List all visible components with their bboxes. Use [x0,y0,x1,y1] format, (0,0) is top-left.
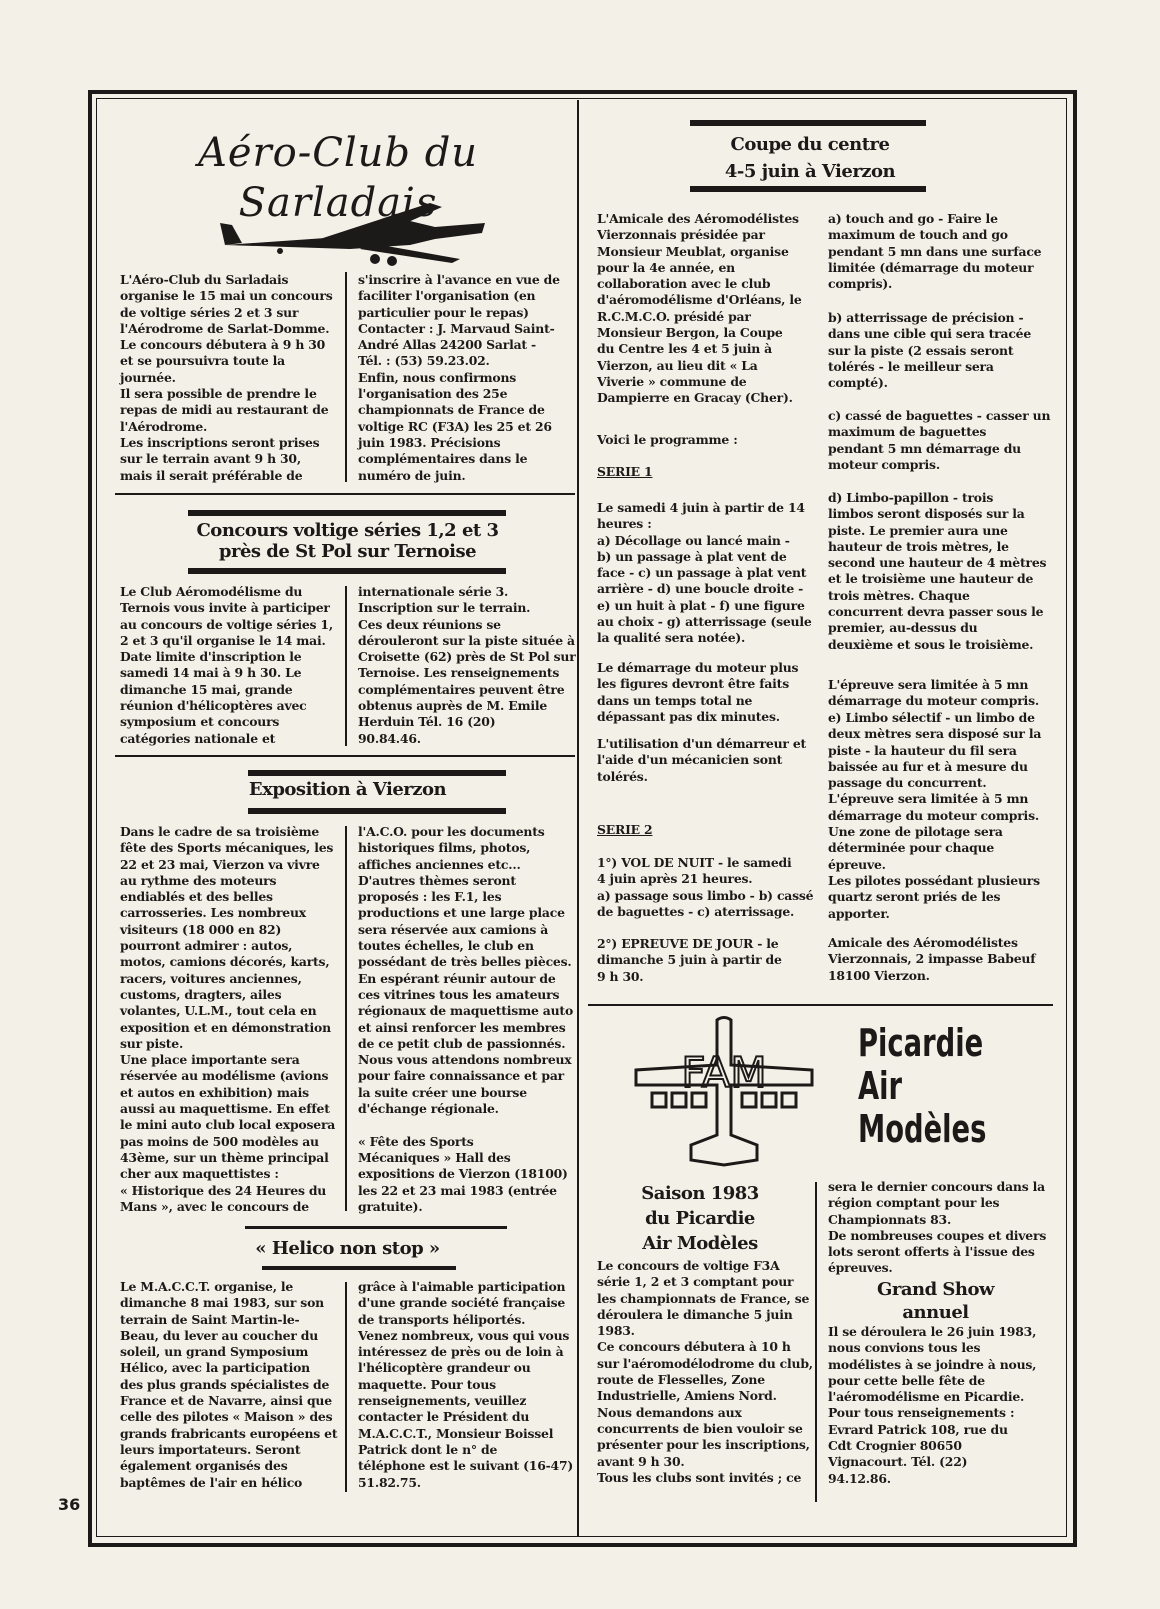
exposition-title: Exposition à Vierzon [248,779,447,800]
header-bar [690,186,926,192]
sarladais-col2: s'inscrire à l'avance en vue de faciliter l'organisation (en particulier pour le repas) Contacter : J. Marvaud Saint- André Allas 24200 Sarlat - Tél. : (53) 59.23.02. Enfin, nous confirmons l'organisation des 25e championnats de France de voltige RC (F3A) les 25 et 26 juin 1983. Précisions complémentaires dans le numéro de juin. [358,272,560,483]
header-bar [245,1226,507,1229]
helico-col2: grâce à l'aimable participation d'une grande société française de transports héliportés. Venez nombreux, vous qui vous intéressez de près ou de loin à l'hélicoptère grandeur ou maquette. Pour tous renseignements, veuillez contacter le Président du M.A.C.C.T., Monsieur Boissel Patrick dont le n° de téléphone est le suivant (16-47) 51.82.75. [358,1279,574,1490]
event-baguettes: c) cassé de baguettes - casser un maximum de baguettes pendant 5 mn démarrage du moteur compris. [828,408,1051,472]
serie1-text: Le samedi 4 juin à partir de 14 heures : a) Décollage ou lancé main - b) un passage à plat vent de face - c) un passage à plat vent arrière - d) une boucle droite - e) un huit à plat - f) une figure au choix - g) atterrissage (seule la qualité sera notée). [597,500,812,646]
coupe-address: Amicale des Aéromodélistes Vierzonnais, 2 impasse Babeuf 18100 Vierzon. [828,935,1036,983]
serie1-timing: Le démarrage du moteur plus les figures devront être faits dans un temps total ne dépassant pas dix minutes. [597,660,799,724]
page-number: 36 [58,1495,81,1514]
event-time-limit: L'épreuve sera limitée à 5 mn démarrage du moteur compris. [828,677,1039,709]
event-touch-and-go: a) touch and go - Faire le maximum de touch and go pendant 5 mn dans une surface limitée (démarrage du moteur compris). [828,211,1042,292]
fam-logo [632,1015,817,1180]
serie1-starter: L'utilisation d'un démarreur et l'aide d'un mécanicien sont tolérés. [597,736,807,784]
subcolumn-divider [345,586,347,746]
event-landing: b) atterrissage de précision - dans une cible qui sera tracée sur la piste (2 essais seront tolérés - le meilleur sera compté). [828,310,1032,391]
section-rule [588,1004,1053,1006]
exposition-col2: l'A.C.O. pour les documents historiques films, photos, affiches anciennes etc... D'autres thèmes seront proposés : les F.1, les productions et une large place sera réservée aux camions à toutes échelles, le club en possédant de très belles pièces. En espérant réunir autour de ces vitrines tous les amateurs régionaux de maquettisme auto et ainsi renforcer les membres de ce petit club de passionnés. Nous vous attendons nombreux pour faire connaissance et par la suite créer une bourse d'échange régionale. « Fête des Sports Mécaniques » Hall des expositions de Vierzon (18100) les 22 et 23 mai 1983 (entrée gratuite). [358,824,574,1214]
header-bar [248,808,506,814]
subcolumn-divider [345,1282,347,1492]
saison-title: Saison 1983 du Picardie Air Modèles [641,1183,759,1254]
ternoise-col1: Le Club Aéromodélisme du Ternois vous invite à participer au concours de voltige séries 1, 2 et 3 qu'il organise le 14 mai. Date limite d'inscription le samedi 14 mai à 9 h 30. Le dimanche 15 mai, grande réunion d'hélicoptères avec symposium et concours catégories nationale et [120,584,333,746]
grand-show-text: Il se déroulera le 26 juin 1983, nous convions tous les modélistes à se joindre à nous, pour cette belle fête de l'aéromodélisme en Picardie. Pour tous renseignements : Evrard Patrick 108, rue du Cdt Crognier 80650 Vignacourt. Tél. (22) 94.12.86. [828,1324,1037,1486]
fam-logo-text: FAM [681,1048,767,1097]
exposition-col1: Dans le cadre de sa troisième fête des Sports mécaniques, les 22 et 23 mai, Vierzon va vivre au rythme des moteurs endiablés et des belles carrosseries. Les nombreux visiteurs (18 000 en 82) pourront admirer : autos, motos, camions décorés, karts, racers, voitures anciennes, customs, dragters, ailes volantes, U.L.M., tout cela en exposition et en démonstration sur piste. Une place importante sera réservée au modélisme (avions et autos en exhibition) mais aussi au maquettisme. En effet le mini auto club local exposera pas moins de 500 modèles au 43ème, sur un thème principal cher aux maquettistes : « Historique des 24 Heures du Mans », avec le concours de [120,824,336,1214]
sarladais-col1: L'Aéro-Club du Sarladais organise le 15 mai un concours de voltige séries 2 et 3 sur l'Aérodrome de Sarlat-Domme. Le concours débutera à 9 h 30 et se poursuivra toute la journée. Il sera possible de prendre le repas de midi au restaurant de l'Aérodrome. Les inscriptions seront prises sur le terrain avant 9 h 30, mais il serait préférable de [120,272,333,483]
ternoise-col2: internationale série 3. Inscription sur le terrain. Ces deux réunions se dérouleront sur la piste située à Croisette (62) près de St Pol sur Ternoise. Les renseignements complémentaires peuvent être obtenus auprès de M. Emile Herduin Tél. 16 (20) 90.84.46. [358,584,576,746]
section-rule [115,493,575,495]
coupe-title: Coupe du centre 4-5 juin à Vierzon [724,134,896,182]
picardie-text: Le concours de voltige F3A série 1, 2 et 3 comptant pour les championnats de France, se déroulera le dimanche 5 juin 1983. Ce concours débutera à 10 h sur l'aéromodélodrome du club, route de Flesselles, Zone Industrielle, Amiens Nord. Nous demandons aux concurrents de bien vouloir se présenter pour les inscriptions, avant 9 h 30. Tous les clubs sont invités ; ce [597,1258,813,1485]
subcolumn-divider [815,1182,817,1502]
column-divider [577,100,579,1536]
header-bar [188,568,506,574]
header-bar [188,510,506,516]
header-bar [262,1266,456,1270]
coupe-intro: L'Amicale des Aéromodélistes Vierzonnais présidée par Monsieur Meublat, organise pour la 4e année, en collaboration avec le club d'aéromodélisme d'Orléans, le R.C.M.C.O. présidé par Monsieur Bergon, la Coupe du Centre les 4 et 5 juin à Vierzon, au lieu dit « La Viverie » commune de Dampierre en Gracay (Cher). [597,211,802,406]
serie1-heading: SERIE 1 [597,464,653,479]
event-limbo-selectif: e) Limbo sélectif - un limbo de deux mètres sera disposé sur la piste - la hauteur du fil sera baissée au fur et à mesure du passage du concurrent. L'épreuve sera limitée à 5 mn démarrage du moteur compris. Une zone de pilotage sera déterminée pour chaque épreuve. Les pilotes possédant plusieurs quartz seront priés de les apporter. [828,710,1042,921]
sarladais-title: Aéro-Club du Sarladais [197,130,479,226]
serie2-day: 2°) EPREUVE DE JOUR - le dimanche 5 juin à partir de 9 h 30. [597,936,782,984]
subcolumn-divider [345,272,347,482]
grand-show-title: Grand Show annuel [876,1279,995,1323]
subcolumn-divider [345,826,347,1211]
serie2-night: 1°) VOL DE NUIT - le samedi 4 juin après 21 heures. a) passage sous limbo - b) cassé de baguettes - c) aterrissage. [597,855,814,919]
airplane-illustration [220,193,490,268]
picardie-text-cont: sera le dernier concours dans la région comptant pour les Championnats 83. De nombreuses coupes et divers lots seront offerts à l'issue des épreuves. [828,1179,1047,1276]
event-limbo-papillon: d) Limbo-papillon - trois limbos seront disposés sur la piste. Le premier aura une hauteur de trois mètres, le second une hauteur de 4 mètres et le troisième une hauteur de trois mètres. Chaque concurrent devra passer sous le premier, au-dessus du deuxième et sous le troisième. [828,490,1047,652]
coupe-programme: Voici le programme : [597,432,738,447]
section-rule [115,755,575,757]
picardie-brand: Picardie Air Modèles [858,1021,987,1151]
header-bar [690,120,926,126]
helico-col1: Le M.A.C.C.T. organise, le dimanche 8 mai 1983, sur son terrain de Saint Martin-le- Beau, du lever au coucher du soleil, un grand Symposium Hélico, avec la participation des plus grands spécialistes de France et de Navarre, ainsi que celle des pilotes « Maison » des grands frabricants européens et leurs importateurs. Seront également organisés des baptêmes de l'air en hélico [120,1279,338,1490]
ternoise-title: Concours voltige séries 1,2 et 3 près de St Pol sur Ternoise [196,520,499,562]
serie2-heading: SERIE 2 [597,822,653,837]
header-bar [248,770,506,776]
helico-title: « Helico non stop » [255,1238,440,1259]
